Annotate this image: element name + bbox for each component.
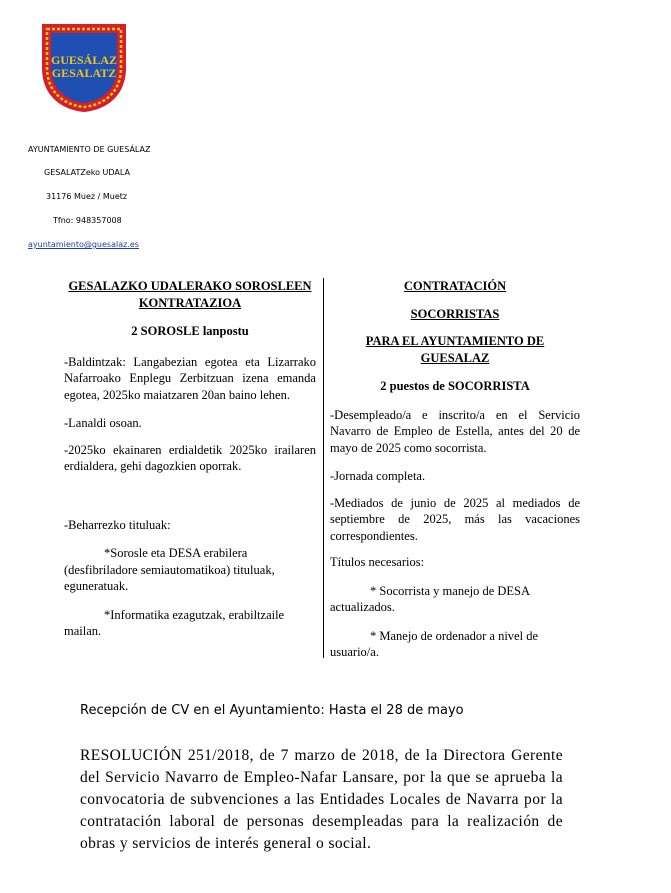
right-p2: -Jornada completa. [330, 469, 426, 483]
email-link[interactable]: ayuntamiento@guesalaz.es [28, 240, 139, 249]
org-name: AYUNTAMIENTO DE GUESÁLAZ [28, 145, 151, 154]
svg-text:GUESÁLAZ: GUESÁLAZ [50, 53, 118, 67]
right-p1: -Desempleado/a e inscrito/a en el Servicio Navarro de Empleo de Estella, antes del 20 de mayo de 2025 como socorrista. [330, 407, 580, 455]
left-p5: *Sorosle eta DESA erabilera (desfibriladore semiautomatikoa) tituluak, eguneratuak. [64, 546, 275, 593]
svg-text:GESALATZ: GESALATZ [51, 66, 117, 80]
right-p6: * Manejo de ordenador a nivel de usuario/a. [330, 628, 538, 659]
right-column [330, 278, 580, 661]
org-name-basque: GESALATZeko UDALA [44, 168, 130, 177]
left-column [64, 278, 316, 640]
column-divider [323, 278, 324, 658]
right-title-2: SOCORRISTAS [410, 306, 500, 321]
left-title: GESALAZKO UDALERAKO SOROSLEEN KONTRATAZIOA [68, 279, 312, 310]
left-p1: -Baldintzak: Langabezian egotea eta Lizarrako Nafarroako Enplegu Zerbitzuan izena emanda egotea, 2025ko maiatzaren 20an baino lehen. [64, 354, 316, 402]
left-p6: *Informatika ezagutzak, erabiltzaile mailan. [64, 607, 285, 638]
right-title-3: PARA EL AYUNTAMIENTO DE GUESALAZ [365, 334, 545, 365]
left-p2: -Lanaldi osoan. [64, 416, 142, 430]
address: 31176 Muez / Muetz [46, 192, 128, 201]
right-title-1: CONTRATACIÓN [403, 279, 507, 293]
left-positions: 2 SOROSLE lanpostu [131, 324, 249, 338]
right-positions: 2 puestos de SOCORRISTA [380, 379, 530, 393]
resolution-text: RESOLUCIÓN 251/2018, de 7 marzo de 2018, de la Directora Gerente del Servicio Navarro de Empleo-Nafar Lansare, por la que se aprueba la convocatoria de subvenciones a las Entidades Locales de Navarra por la contratación laboral de personas desempleadas para la realización de obras y servicios de interés general o social. [80, 747, 563, 852]
right-p5: * Socorrista y manejo de DESA actualizados. [330, 583, 530, 614]
coat-of-arms-logo [38, 22, 130, 114]
left-p4: -Beharrezko tituluak: [64, 517, 171, 532]
right-p3: -Mediados de junio de 2025 al mediados de septiembre de 2025, más las vacaciones correspondientes. [330, 495, 580, 543]
cv-reception-deadline: Recepción de CV en el Ayuntamiento: Hasta el 28 de mayo [80, 703, 464, 718]
phone: Tfno: 948357008 [53, 216, 122, 225]
left-p3: -2025ko ekainaren erdialdetik 2025ko irailaren erdialdera, gehi dagozkien oporrak. [64, 442, 316, 473]
right-p4: Títulos necesarios: [330, 555, 425, 569]
